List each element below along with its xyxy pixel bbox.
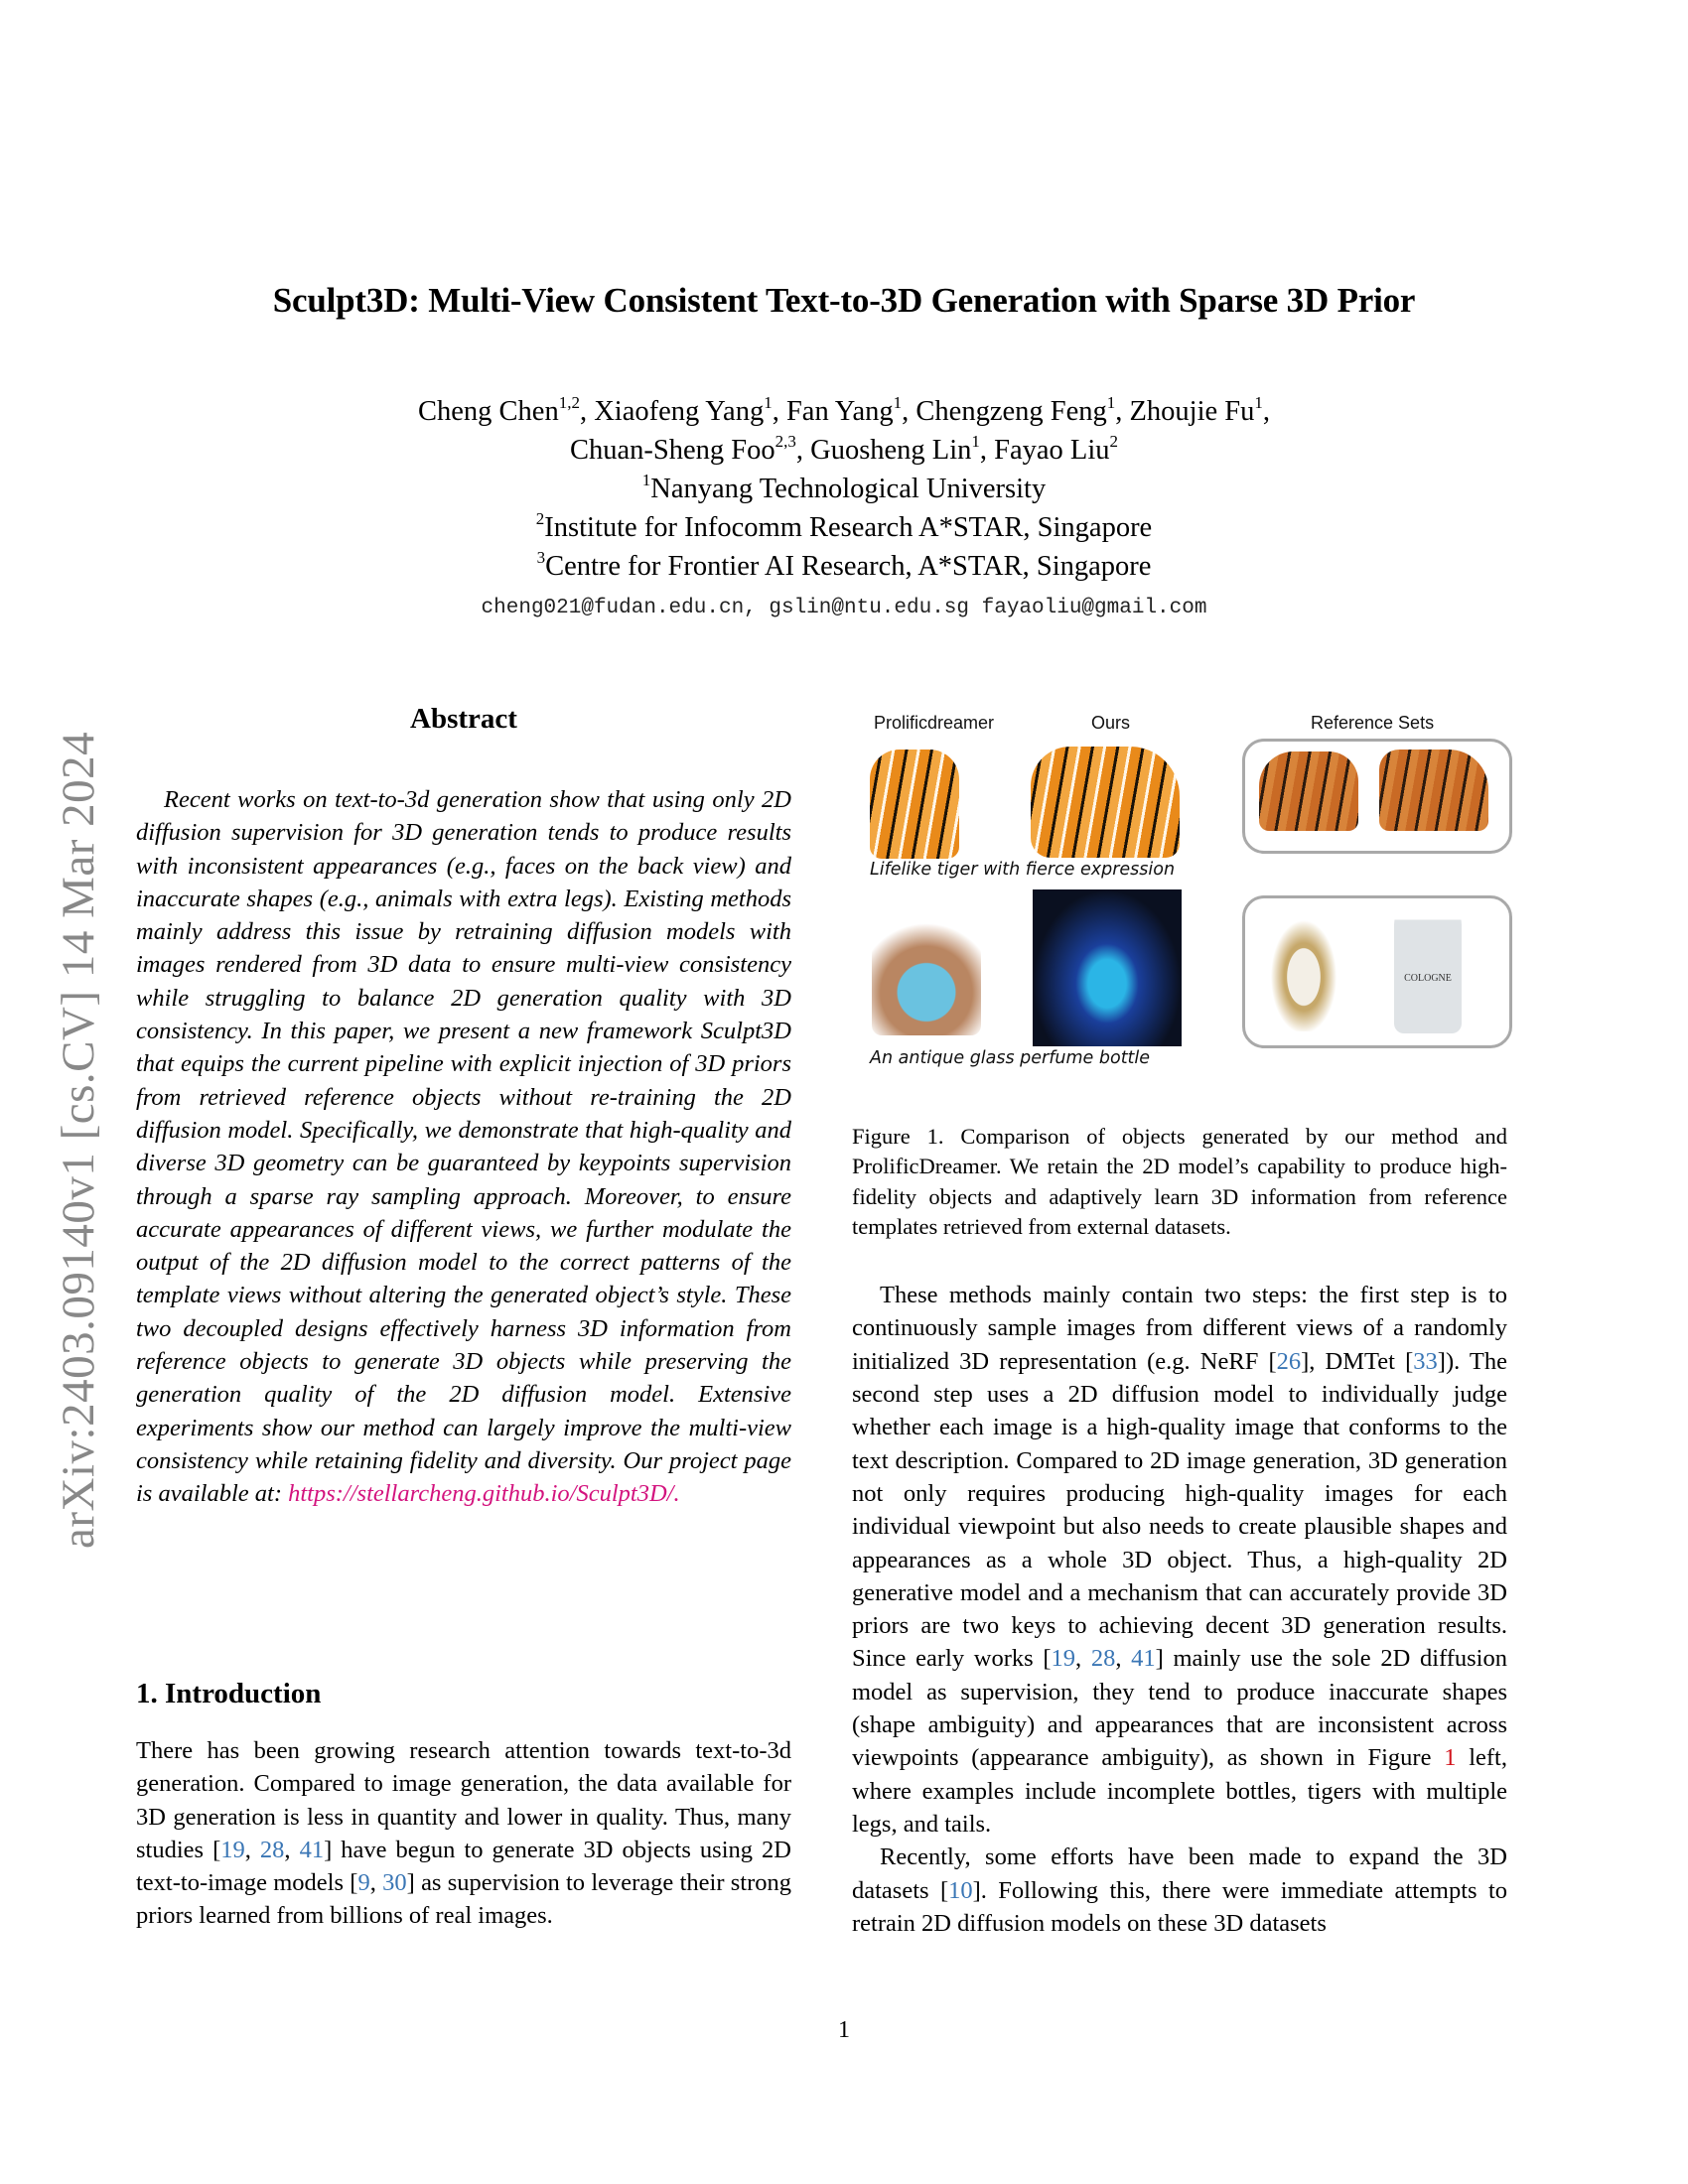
reference-bottle-image-2: COLOGNE <box>1394 904 1462 1033</box>
author: Chuan-Sheng Foo$^{2,3}$, <box>569 431 811 466</box>
citation-link[interactable]: 28 <box>259 1836 285 1863</box>
affiliation: $^2$Institute for Infocomm Research A*STAR, Singapore <box>535 508 1153 543</box>
intro-paragraph: There has been growing research attention towards text-to-3d generation. Compared to image generation, the data available for 3D generation is less in quantity and lower in quality. Thus, many studies [19, 28, 41] have begun to generate 3D objects using 2D text-to-image models [9, 30] as supervision to leverage their strong priors learned from billions of real images. <box>136 1737 792 1930</box>
affiliation: $^3$Centre for Frontier AI Research, A*STAR, Singapore <box>536 547 1152 582</box>
citation-link[interactable]: 19 <box>1051 1645 1076 1673</box>
abstract-heading: Abstract <box>410 703 517 735</box>
figure-row-prompt-tiger: Lifelike tiger with fierce expression <box>870 860 1176 880</box>
citation-link[interactable]: 30 <box>382 1869 407 1897</box>
author: Chengzeng Feng$^1$, <box>915 392 1130 427</box>
author: Fayao Liu$^2$ <box>994 431 1118 466</box>
reference-set-bottle-box <box>1242 895 1512 1048</box>
reference-bottle-image-1 <box>1265 910 1342 1031</box>
author-emails: cheng021@fudan.edu.cn, gslin@ntu.edu.sg fayaoliu@gmail.com <box>481 597 1207 619</box>
arxiv-stamp: arXiv:2403.09140v1 [cs.CV] 14 Mar 2024 <box>53 731 104 1549</box>
body-paragraph: Recently, some efforts have been made to expand the 3D datasets [10]. Following this, there were immediate attempts to retrain 2D diffusion models on these 3D datasets <box>852 1843 1507 1937</box>
figure-1-caption: Figure 1. Comparison of objects generated by our method and ProlificDreamer. We retain the 2D model’s capability to produce high-fidelity objects and adaptively learn 3D information from reference templates retrieved from external datasets. <box>852 1124 1507 1239</box>
body-paragraph: These methods mainly contain two steps: the first step is to continuously sample images from different views of a randomly initialized 3D representation (e.g. NeRF [26], DMTet [33]). The second step uses a 2D diffusion model to individually judge whether each image is a high-quality image that conforms to the text description. Compared to 2D image generation, 3D generation not only requires producing high-quality images for each individual viewpoint but also needs to create plausible shapes and appearances as a whole 3D object. Thus, a high-quality 2D generative model and a mechanism that can accurately provide 3D priors are two keys to achieving decent 3D generation results. Since early works [19, 28, 41] mainly use the sole 2D diffusion model as supervision, they tend to produce inaccurate shapes (shape ambiguity) and appearances that are inconsistent across viewpoints (appearance ambiguity), as shown in Figure 1 left, where examples include incomplete bottles, tigers with multiple legs, and tails. <box>852 1282 1508 1838</box>
figure-1 <box>852 695 1507 1082</box>
reference-tiger-image-2 <box>1379 750 1488 831</box>
citation-link[interactable]: 26 <box>1276 1347 1302 1375</box>
authors-line-1 <box>0 392 1688 431</box>
citation-link[interactable]: 33 <box>1413 1347 1438 1375</box>
citation-link[interactable]: 41 <box>299 1836 325 1863</box>
figure-reference-link[interactable]: 1 <box>1444 1744 1457 1772</box>
author: Guosheng Lin$^1$, <box>810 431 995 466</box>
paper-title: Sculpt3D: Multi-View Consistent Text-to-3D Generation with Sparse 3D Prior <box>272 281 1416 320</box>
figure-col-label-reference-sets: Reference Sets <box>1311 713 1435 733</box>
prolificdreamer-tiger-image <box>870 750 959 859</box>
figure-col-label-prolificdreamer: Prolificdreamer <box>874 713 995 733</box>
left-column <box>136 695 792 1930</box>
project-page-link[interactable]: https://stellarcheng.github.io/Sculpt3D/. <box>288 1480 680 1508</box>
reference-tiger-image-1 <box>1259 751 1358 831</box>
citation-link[interactable]: 19 <box>220 1836 245 1863</box>
citation-link[interactable]: 10 <box>948 1876 973 1904</box>
authors-line-2 <box>0 431 1688 470</box>
prolificdreamer-bottle-image <box>872 891 981 1035</box>
abstract-text: Recent works on text-to-3d generation show that using only 2D diffusion supervision for 3D generation tends to produce results with inconsistent appearances (e.g., faces on the back view) and inaccurate shapes (e.g., animals with extra legs). Existing methods mainly address this issue by retraining diffusion models with images rendered from 3D data to ensure multi-view consistency while struggling to balance 2D generation quality with 3D consistency. In this paper, we present a new framework Sculpt3D that equips the current pipeline with explicit injection of 3D priors from retrieved reference objects without re-training the 2D diffusion model. Specifically, we demonstrate that high-quality and diverse 3D geometry can be guaranteed by keypoints supervision through a sparse ray sampling approach. Moreover, to ensure accurate appearances of different views, we further modulate the output of the 2D diffusion model to the correct patterns of the template views without altering the generated object’s style. These two decoupled designs effectively harness 3D information from reference objects to generate 3D objects while preserving the generation quality of the 2D diffusion model. Extensive experiments show our method can largely improve the multi-view consistency while retaining fidelity and diversity. Our project page is available at: https://stellarcheng.github.io/Sculpt3D/. <box>136 786 791 1508</box>
right-column <box>852 695 1507 1940</box>
figure-col-label-ours: Ours <box>1091 713 1131 733</box>
citation-link[interactable]: 28 <box>1090 1645 1116 1673</box>
ours-bottle-image <box>1033 889 1182 1046</box>
affiliation: $^1$Nanyang Technological University <box>641 470 1047 504</box>
citation-link[interactable]: 41 <box>1131 1645 1156 1673</box>
author: Cheng Chen$^{1,2}$, <box>418 392 595 427</box>
author-block <box>0 392 1688 586</box>
author: Zhoujie Fu$^1$, <box>1129 392 1270 427</box>
citation-link[interactable]: 9 <box>357 1869 370 1897</box>
page-number: 1 <box>838 2017 850 2043</box>
ours-tiger-image <box>1031 747 1180 858</box>
reference-set-tiger-box <box>1242 739 1512 854</box>
author: Xiaofeng Yang$^1$, <box>594 392 786 427</box>
author: Fan Yang$^1$, <box>785 392 916 427</box>
section-heading-introduction: 1. Introduction <box>136 1678 322 1709</box>
figure-row-prompt-bottle: An antique glass perfume bottle <box>870 1048 1151 1068</box>
